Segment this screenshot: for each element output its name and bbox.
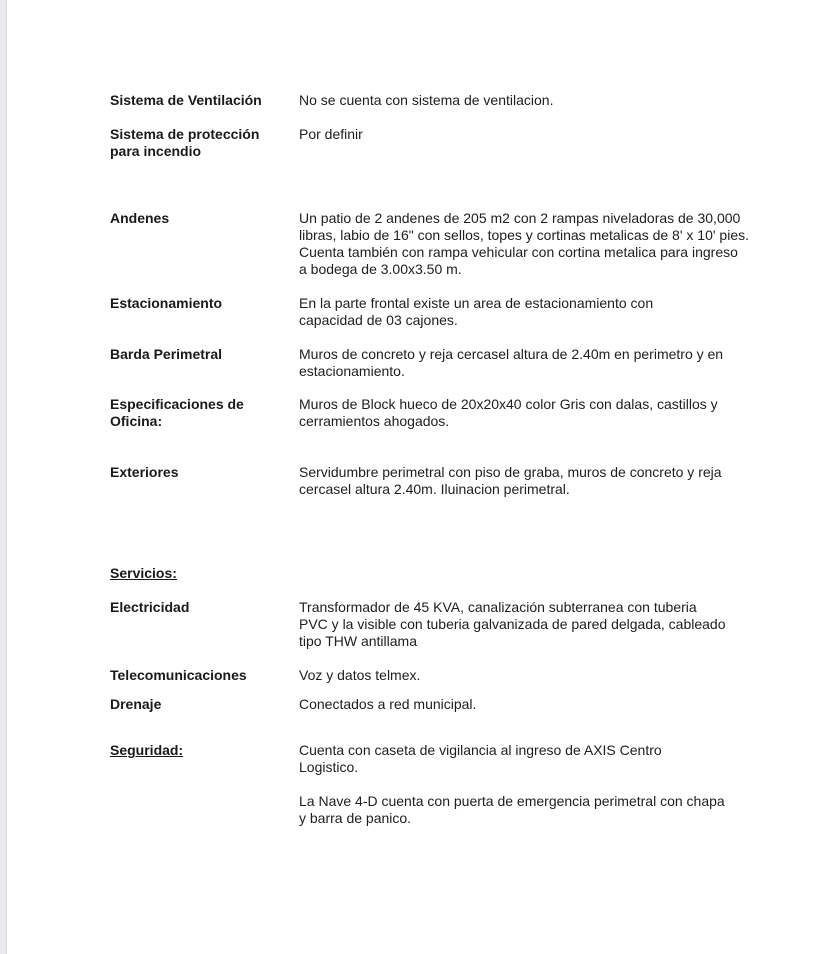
- spec-value: Servidumbre perimetral con piso de graba, muros de concreto y reja cercasel altura 2.40m. Iluinacion perimetral.: [299, 464, 722, 497]
- service-label: Telecomunicaciones: [110, 667, 247, 683]
- spec-label: Exteriores: [110, 464, 179, 480]
- spec-value: Muros de concreto y reja cercasel altura de 2.40m en perimetro y en estacionamiento.: [299, 346, 724, 379]
- spec-value: En la parte frontal existe un area de estacionamiento con capacidad de 03 cajones.: [299, 295, 654, 328]
- spec-label: Estacionamiento: [110, 295, 223, 311]
- spec-value: Por definir: [299, 126, 363, 142]
- security-paragraph: La Nave 4-D cuenta con puerta de emergencia perimetral con chapa y barra de panico.: [299, 793, 725, 826]
- spec-label: Andenes: [110, 210, 170, 226]
- spec-label: Sistema de Ventilación: [110, 92, 262, 108]
- security-paragraph: Cuenta con caseta de vigilancia al ingreso de AXIS Centro Logistico.: [299, 742, 662, 775]
- spec-value: Muros de Block hueco de 20x20x40 color Gris con dalas, castillos y cerramientos ahogados.: [299, 396, 718, 429]
- spec-label: Especificaciones de Oficina:: [110, 396, 244, 429]
- spec-label: Barda Perimetral: [110, 346, 223, 362]
- spec-label: Sistema de protección para incendio: [110, 126, 260, 159]
- spec-value: No se cuenta con sistema de ventilacion.: [299, 92, 554, 108]
- spec-value: Un patio de 2 andenes de 205 m2 con 2 rampas niveladoras de 30,000 libras, labio de 16" con sellos, topes y cortinas metalicas de 8' x 10' pies. Cuenta también con rampa vehicular con cortina metalica para ingreso a bodega de 3.00x3.50 m.: [299, 210, 749, 277]
- service-label: Drenaje: [110, 696, 162, 712]
- service-label: Electricidad: [110, 599, 190, 615]
- service-value: Transformador de 45 KVA, canalización subterranea con tuberia PVC y la visible con tuberia galvanizada de pared delgada, cableado tipo THW antillama: [299, 599, 726, 649]
- service-value: Conectados a red municipal.: [299, 696, 477, 712]
- document-page: [6, 0, 821, 954]
- service-value: Voz y datos telmex.: [299, 667, 421, 683]
- section-heading: Seguridad:: [110, 742, 184, 758]
- section-heading: Servicios:: [110, 565, 177, 581]
